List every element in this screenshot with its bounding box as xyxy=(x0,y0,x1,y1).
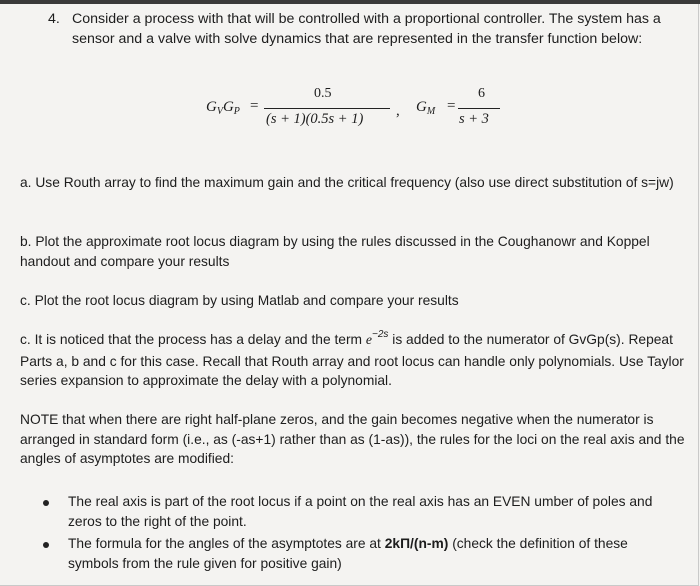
fraction2-bar xyxy=(458,108,500,109)
note-paragraph: NOTE that when there are right half-plane zeros, and the gain becomes negative when the numerator is arranged in standard form (i.e., as (-as+1) rather than as (1-as)), the rules for the loci on the real axis and the angles of asymptotes are modified: xyxy=(20,412,685,466)
gm-symbol: $G_M$ xyxy=(416,99,436,117)
comma: , xyxy=(396,103,400,119)
fraction1-denominator: (s + 1)(0.5s + 1) xyxy=(266,111,364,127)
fraction1-numerator: 0.5 xyxy=(314,86,332,101)
top-border xyxy=(0,0,700,4)
part-c-delay: c. It is noticed that the process has a delay and the term $e^{-2s}$ is added to the numerator of GvGp(s). Repeat Parts a, b and c for this case. Recall that Routh array and root locus can handle only polynomials. Use Taylor series expansion to approximate the delay with a polynomial. xyxy=(20,329,684,388)
bullet-item-2: The formula for the angles of the asymptotes are at 2kΠ/(n-m) (check the definition of these symbols from the rule given for positive gain) xyxy=(68,536,628,571)
question-number: 4. xyxy=(48,11,60,27)
gv-gp-symbol: $G_VG_P$ xyxy=(206,99,240,117)
fraction1-bar xyxy=(264,108,390,109)
bullet-icon xyxy=(43,500,49,506)
question-intro: Consider a process with that will be controlled with a proportional controller. The system has a sensor and a valve with solve dynamics that are represented in the transfer function below: xyxy=(72,11,661,47)
equals-sign-2: = xyxy=(447,98,456,114)
fraction2-denominator: s + 3 xyxy=(459,111,489,127)
bullet-icon xyxy=(43,542,49,548)
equals-sign-1: = xyxy=(250,98,259,114)
bullet-item-1: The real axis is part of the root locus if a point on the real axis has an EVEN umber of poles and zeros to the right of the point. xyxy=(68,494,653,529)
part-c: c. Plot the root locus diagram by using Matlab and compare your results xyxy=(20,293,459,308)
fraction2-numerator: 6 xyxy=(478,86,485,101)
part-a: a. Use Routh array to find the maximum gain and the critical frequency (also use direct substitution of s=jw) xyxy=(20,175,674,190)
part-b: b. Plot the approximate root locus diagram by using the rules discussed in the Coughanowr and Koppel handout and compare your results xyxy=(20,234,650,269)
